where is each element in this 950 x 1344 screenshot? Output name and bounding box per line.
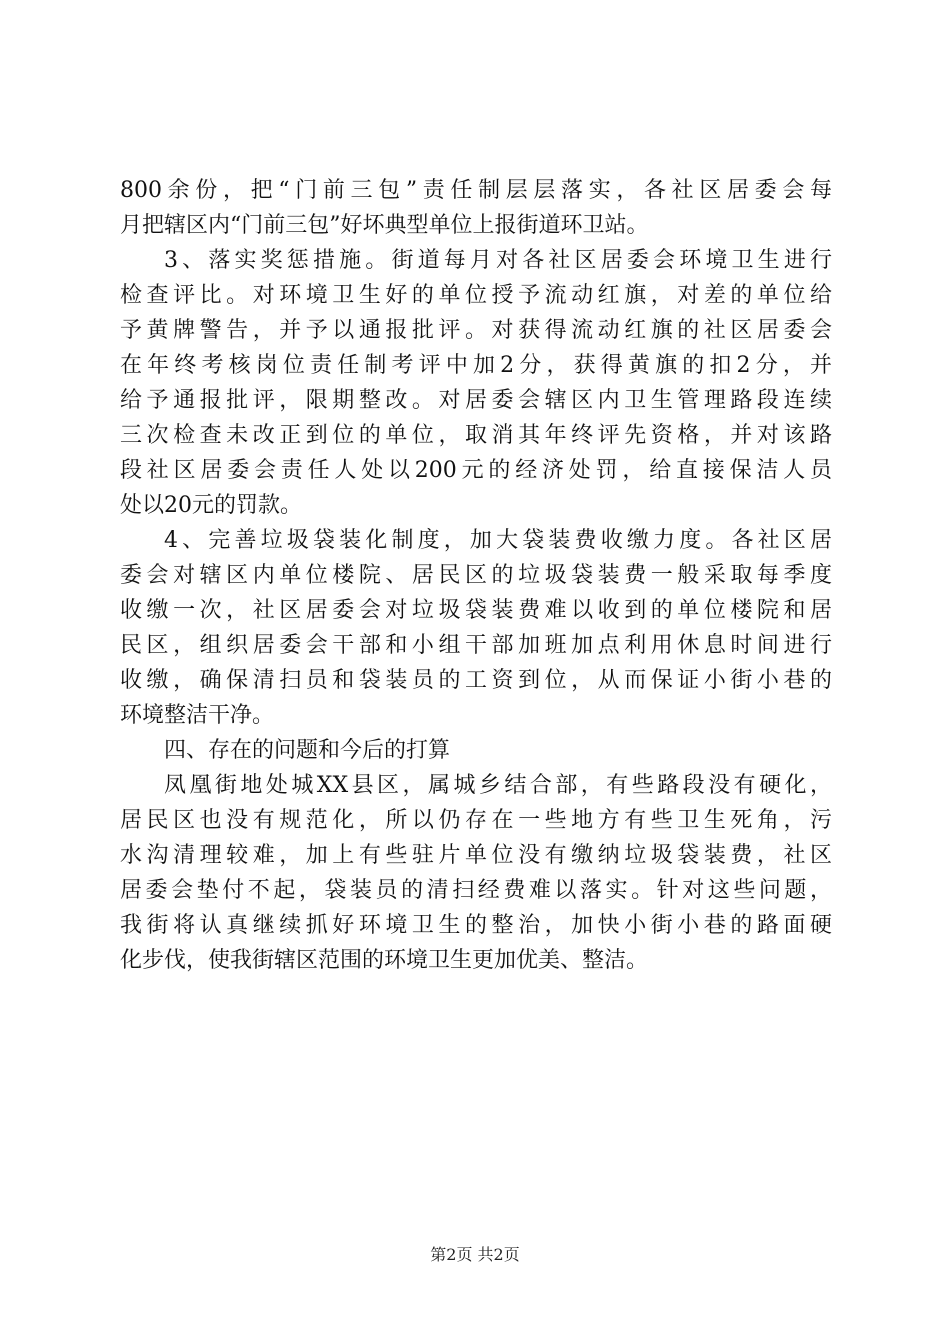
text-line: 委会对辖区内单位楼院、居民区的垃圾袋装费一般采取每季度 xyxy=(120,563,832,588)
text-line: 检查评比。对环境卫生好的单位授予流动红旗，对差的单位给 xyxy=(120,283,832,308)
text-line: 4、完善垃圾袋装化制度，加大袋装费收缴力度。各社区居 xyxy=(164,528,832,553)
section-heading xyxy=(120,733,832,768)
text-line: 予黄牌警告，并予以通报批评。对获得流动红旗的社区居委会 xyxy=(120,318,832,343)
text-line: 三次检查未改正到位的单位，取消其年终评先资格，并对该路 xyxy=(120,423,832,448)
paragraph-garbage-bagging xyxy=(120,523,832,733)
page-number: 第2页 共2页 xyxy=(430,1245,520,1264)
document-body xyxy=(120,173,832,978)
text-line: 800余份，把“门前三包”责任制层层落实，各社区居委会每 xyxy=(120,178,832,203)
text-line: 收缴，确保清扫员和袋装员的工资到位，从而保证小街小巷的 xyxy=(120,668,832,693)
text-line: 在年终考核岗位责任制考评中加2分，获得黄旗的扣2分，并 xyxy=(120,353,832,378)
text-line: 月把辖区内“门前三包”好坏典型单位上报街道环卫站。 xyxy=(120,213,649,238)
section-heading-text: 四、存在的问题和今后的打算 xyxy=(164,738,451,763)
text-line: 环境整洁干净。 xyxy=(120,703,275,728)
text-line: 化步伐，使我街辖区范围的环境卫生更加优美、整洁。 xyxy=(120,948,649,973)
text-line: 水沟清理较难，加上有些驻片单位没有缴纳垃圾袋装费，社区 xyxy=(120,843,832,868)
text-line: 我街将认真继续抓好环境卫生的整治，加快小街小巷的路面硬 xyxy=(120,913,832,938)
page-footer xyxy=(0,1244,950,1266)
text-line: 给予通报批评，限期整改。对居委会辖区内卫生管理路段连续 xyxy=(120,388,832,413)
text-line: 居民区也没有规范化，所以仍存在一些地方有些卫生死角，污 xyxy=(120,808,832,833)
text-line: 居委会垫付不起，袋装员的清扫经费难以落实。针对这些问题， xyxy=(120,878,832,903)
text-line: 处以20元的罚款。 xyxy=(120,493,302,518)
text-line: 凤凰街地处城XX县区，属城乡结合部，有些路段没有硬化， xyxy=(164,773,832,798)
paragraph-problems-plans xyxy=(120,768,832,978)
text-line: 收缴一次，社区居委会对垃圾袋装费难以收到的单位楼院和居 xyxy=(120,598,832,623)
paragraph-continuation xyxy=(120,173,832,243)
text-line: 民区，组织居委会干部和小组干部加班加点利用休息时间进行 xyxy=(120,633,832,658)
text-line: 3、落实奖惩措施。街道每月对各社区居委会环境卫生进行 xyxy=(164,248,832,273)
text-line: 段社区居委会责任人处以200元的经济处罚，给直接保洁人员 xyxy=(120,458,832,483)
paragraph-rewards-penalties xyxy=(120,243,832,523)
